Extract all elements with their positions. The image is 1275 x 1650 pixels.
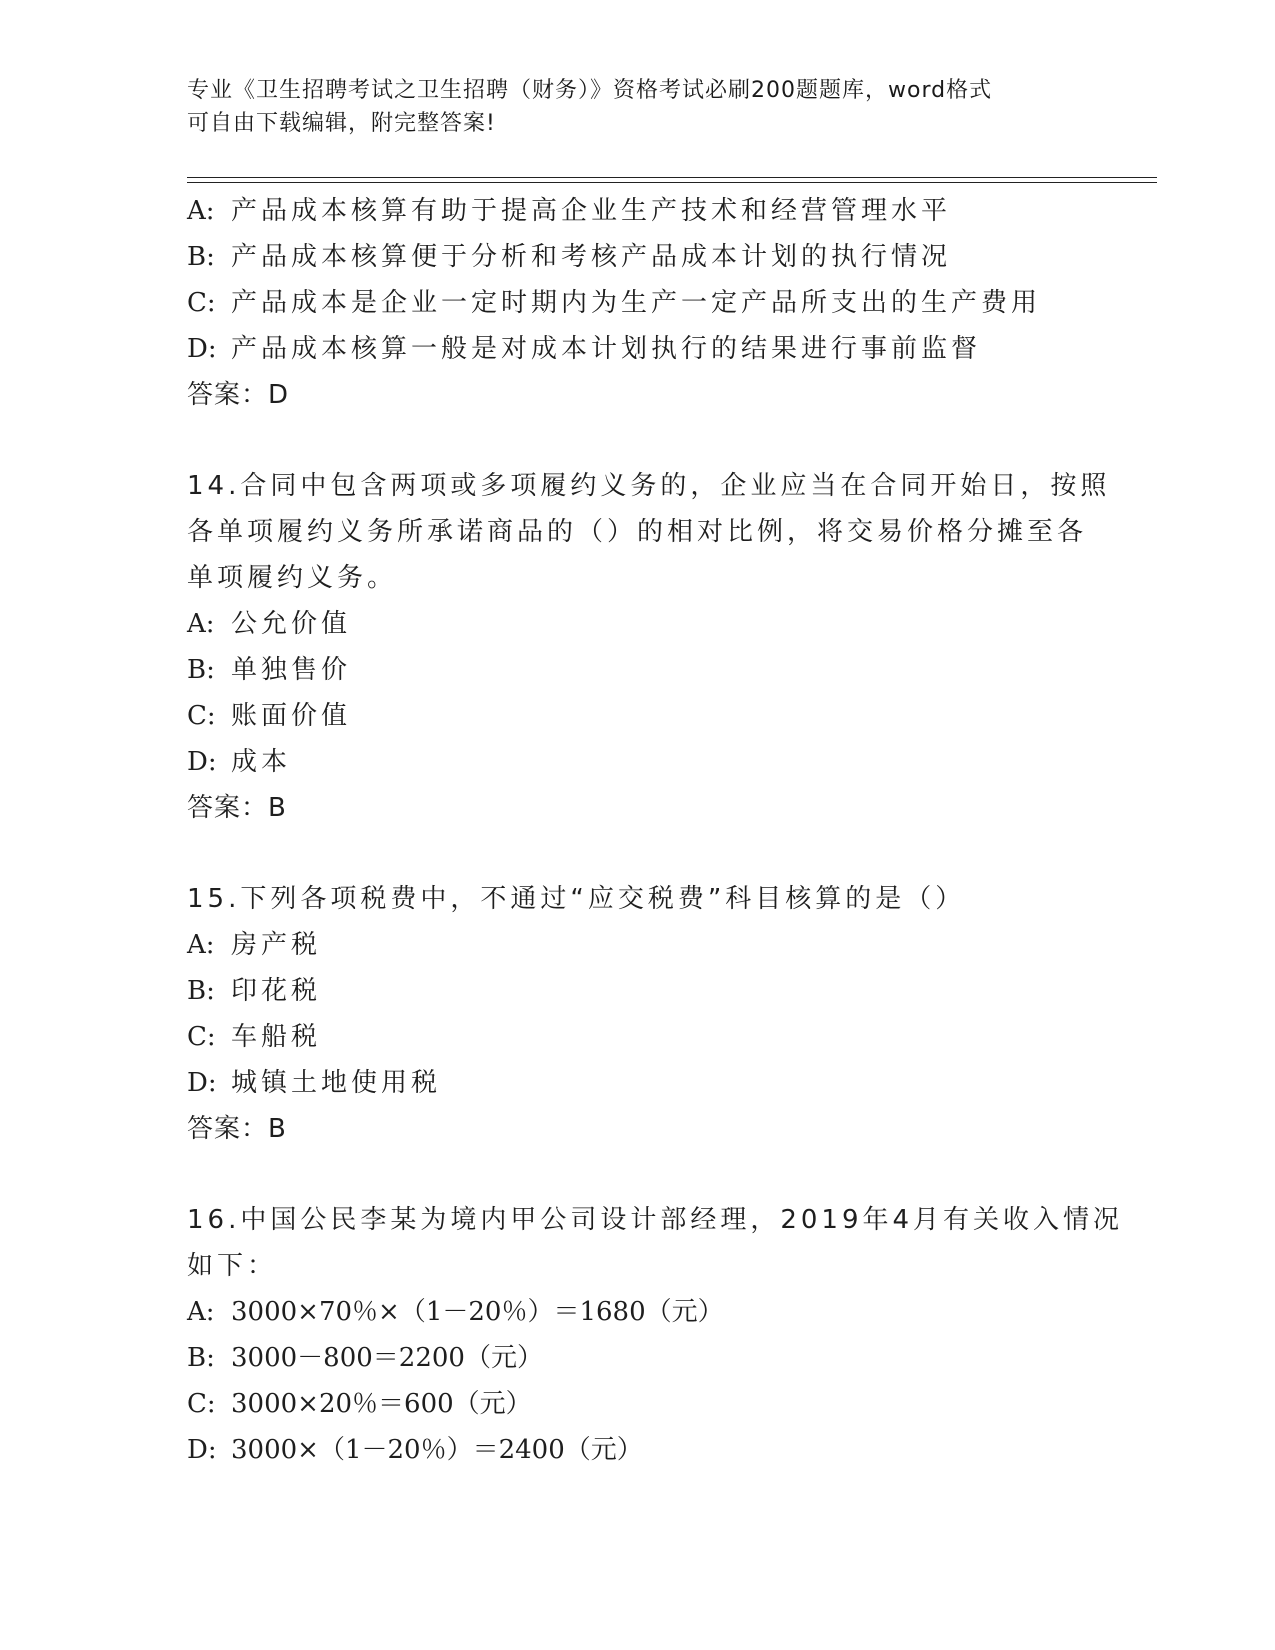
question-text-line: 15.下列各项税费中，不通过“应交税费”科目核算的是（） [187,884,966,914]
option-a: A: 3000×70％×（1－20％）＝1680（元） [187,1297,724,1327]
option-c: C: 产品成本是企业一定时期内为生产一定产品所支出的生产费用 [187,288,1042,318]
question-15 [187,876,1087,1152]
question-text-line: 单项履约义务。 [187,563,398,593]
option-a: A: 房产税 [187,930,322,960]
question-text-line: 14.合同中包含两项或多项履约义务的，企业应当在合同开始日，按照 [187,471,1111,501]
header-line-2: 可自由下载编辑，附完整答案! [187,111,496,136]
option-d: D: 城镇土地使用税 [187,1068,442,1098]
document-page [187,0,1157,1650]
option-c: C: 车船税 [187,1022,322,1052]
document-header [187,74,1087,140]
question-16 [187,1197,1124,1473]
question-13 [187,188,1087,418]
header-divider-bottom [187,182,1157,183]
option-a: A: 公允价值 [187,609,352,639]
question-text-line: 如下： [187,1251,278,1281]
option-d: D: 成本 [187,747,292,777]
option-c: C: 账面价值 [187,701,352,731]
option-b: B: 产品成本核算便于分析和考核产品成本计划的执行情况 [187,242,952,272]
option-b: B: 3000－800＝2200（元） [187,1343,543,1373]
answer: 答案：B [187,793,287,823]
question-text-line: 各单项履约义务所承诺商品的（）的相对比例，将交易价格分摊至各 [187,517,1088,547]
option-d: D: 产品成本核算一般是对成本计划执行的结果进行事前监督 [187,334,982,364]
option-a: A: 产品成本核算有助于提高企业生产技术和经营管理水平 [187,196,952,226]
option-b: B: 印花税 [187,976,322,1006]
header-divider-top [187,177,1157,178]
option-b: B: 单独售价 [187,655,352,685]
question-14 [187,463,1111,831]
option-c: C: 3000×20％＝600（元） [187,1389,532,1419]
question-content [187,188,1124,1473]
answer: 答案：B [187,1114,287,1144]
option-d: D: 3000×（1－20％）＝2400（元） [187,1435,643,1465]
answer: 答案：D [187,380,290,410]
header-line-1: 专业《卫生招聘考试之卫生招聘（财务）》资格考试必刷200题题库，word格式 [187,78,993,103]
question-text-line: 16.中国公民李某为境内甲公司设计部经理，2019年4月有关收入情况 [187,1205,1124,1235]
